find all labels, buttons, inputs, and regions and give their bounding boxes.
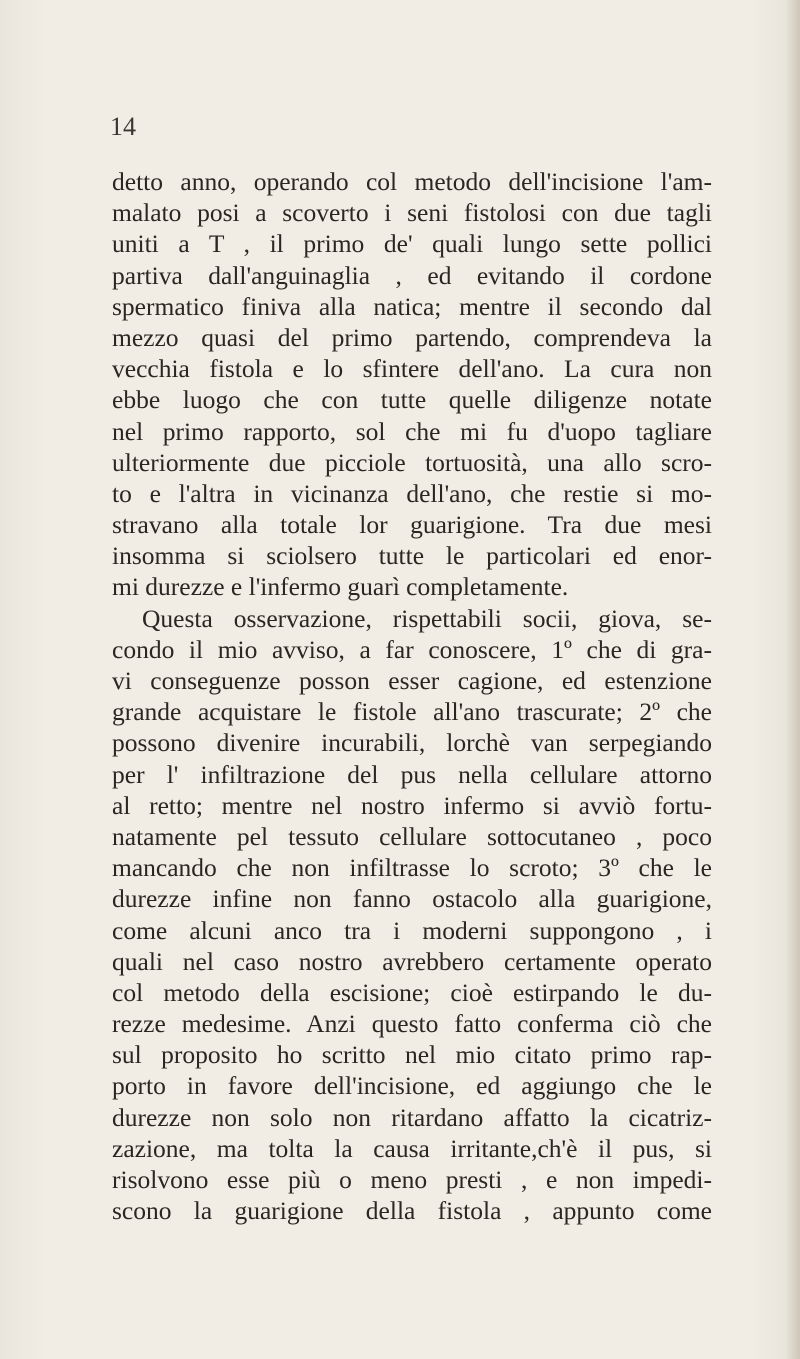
page-edge-shadow [786, 0, 800, 1359]
text-line: natamente pel tessuto cellulare sottocutaneo , poco [112, 821, 712, 851]
text-line: sul proposito ho scritto nel mio citato primo rap- [112, 1040, 712, 1070]
page-number: 14 [110, 112, 136, 141]
text-line: durezze infine non fanno ostacolo alla guarigione, [112, 884, 712, 914]
text-line: grande acquistare le fistole all'ano trascurate; 2º che [112, 697, 712, 727]
text-line: rezze medesime. Anzi questo fatto conferma ciò che [112, 1009, 712, 1039]
text-line: porto in favore dell'incisione, ed aggiungo che le [112, 1071, 712, 1101]
text-line: to e l'altra in vicinanza dell'ano, che restie si mo- [112, 478, 712, 508]
text-line: ebbe luogo che con tutte quelle diligenze notate [112, 385, 712, 415]
text-line: spermatico finiva alla natica; mentre il secondo dal [112, 291, 712, 321]
text-line: per l' infiltrazione del pus nella cellulare attorno [112, 759, 712, 789]
text-line: detto anno, operando col metodo dell'incisione l'am- [112, 167, 712, 196]
text-line: durezze non solo non ritardano affatto la cicatriz- [112, 1102, 712, 1132]
text-line: quali nel caso nostro avrebbero certamente operato [112, 946, 712, 976]
text-line: mancando che non infiltrasse lo scroto; 3º che le [112, 853, 712, 883]
text-line: insomma si sciolsero tutte le particolari ed enor- [112, 541, 712, 571]
text-line: nel primo rapporto, sol che mi fu d'uopo tagliare [112, 416, 712, 446]
text-line: col metodo della escisione; cioè estirpando le du- [112, 977, 712, 1007]
text-line: stravano alla totale lor guarigione. Tra due mesi [112, 510, 712, 540]
body-text [112, 166, 712, 1226]
text-line: scono la guarigione della fistola , appunto come [112, 1196, 712, 1226]
text-line: vecchia fistola e lo sfintere dell'ano. La cura non [112, 354, 712, 384]
text-line: vi conseguenze posson esser cagione, ed estenzione [112, 666, 712, 695]
text-line: risolvono esse più o meno presti , e non impedi- [112, 1165, 712, 1194]
text-line: mi durezze e l'infermo guarì completamente. [112, 572, 569, 602]
text-line: al retto; mentre nel nostro infermo si avviò fortu- [112, 790, 712, 820]
text-line: zazione, ma tolta la causa irritante,ch'è il pus, si [112, 1133, 712, 1163]
text-line: uniti a T , il primo de' quali lungo sette pollici [112, 229, 712, 259]
text-line: Questa osservazione, rispettabili socii, giova, se- [142, 603, 712, 633]
text-line: partiva dall'anguinaglia , ed evitando il cordone [112, 260, 712, 290]
text-line: possono divenire incurabili, lorchè van serpegiando [112, 728, 712, 758]
text-line: condo il mio avviso, a far conoscere, 1º che di gra- [112, 634, 712, 664]
text-line: malato posi a scoverto i seni fistolosi con due tagli [112, 198, 712, 228]
text-line: come alcuni anco tra i moderni suppongono , i [112, 915, 712, 945]
text-line: mezzo quasi del primo partendo, comprendeva la [112, 322, 712, 352]
text-line: ulteriormente due picciole tortuosità, una allo scro- [112, 447, 712, 477]
